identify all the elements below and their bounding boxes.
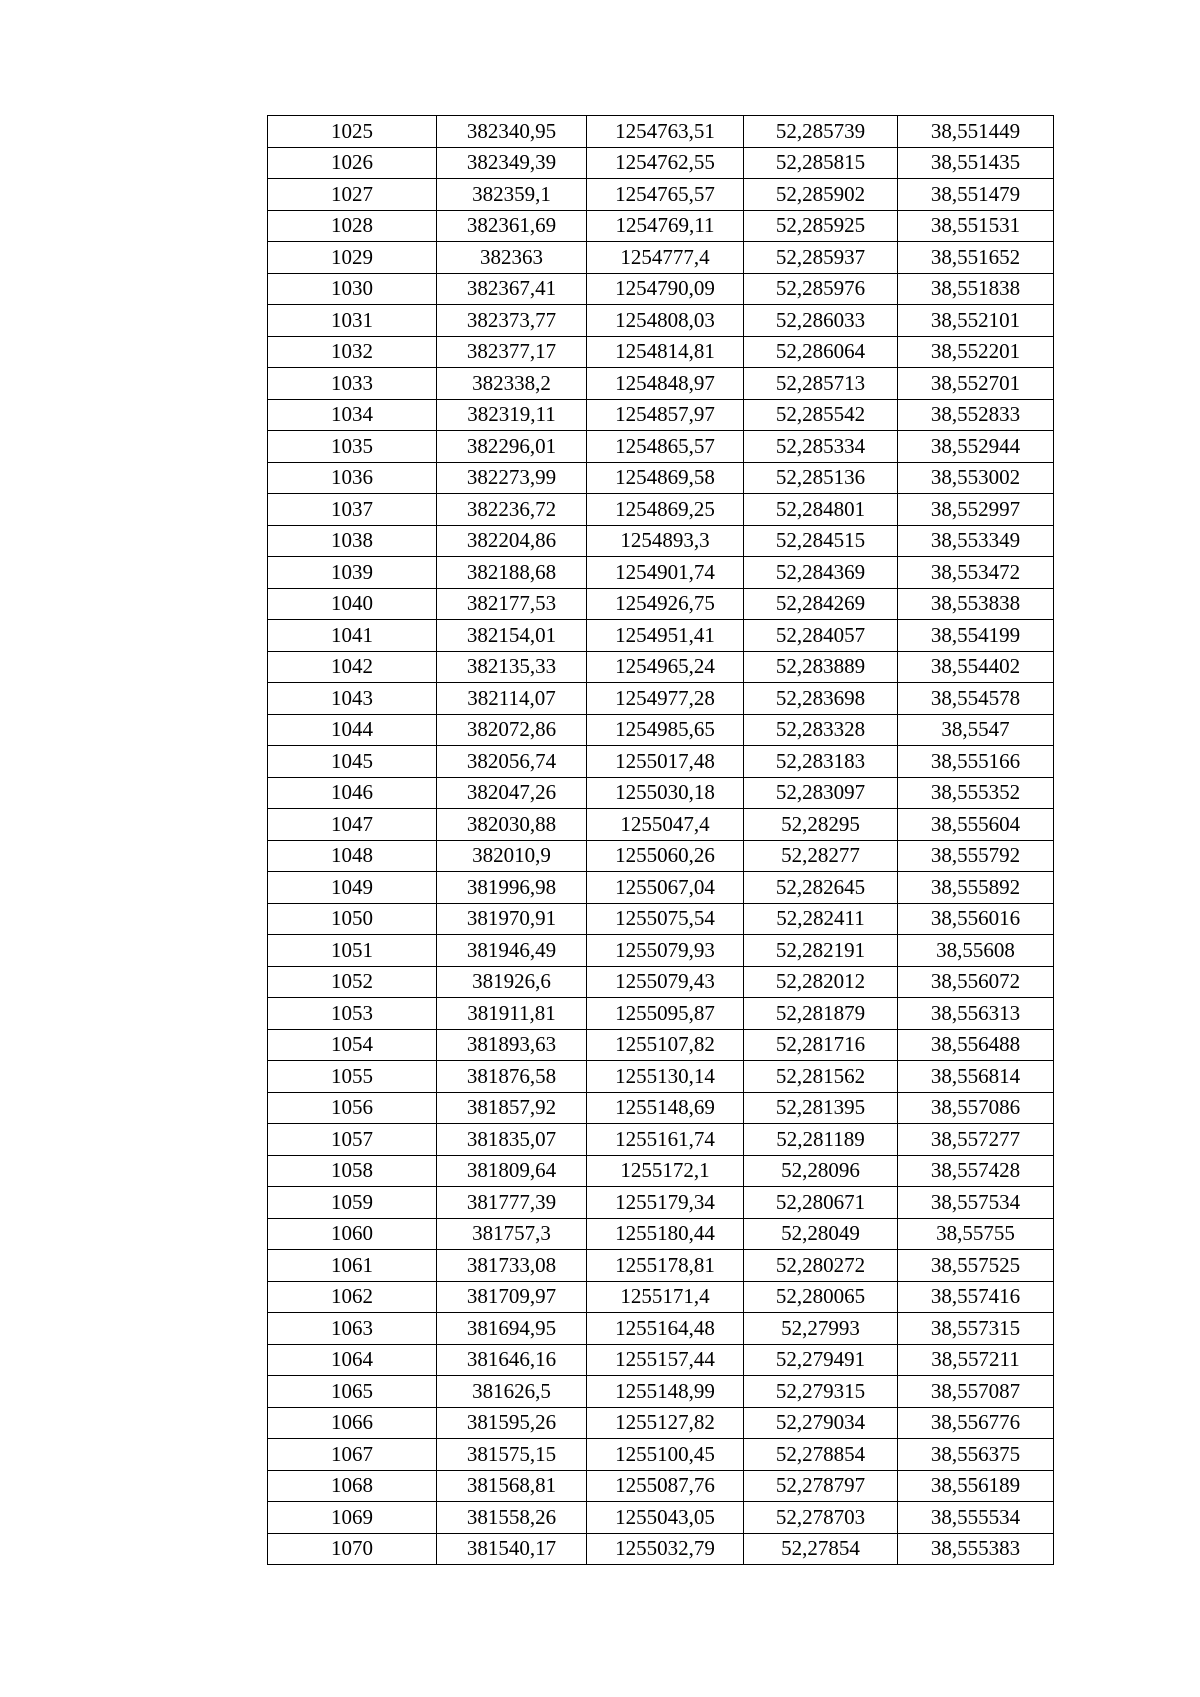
table-row [268,1281,1054,1313]
x-coordinate-cell: 382030,88 [437,809,587,841]
x-coordinate-cell: 381626,5 [437,1376,587,1408]
latitude-cell: 52,285976 [744,273,898,305]
table-row [268,903,1054,935]
x-coordinate-cell: 381835,07 [437,1124,587,1156]
y-coordinate-cell: 1255087,76 [587,1470,744,1502]
y-coordinate-cell: 1254985,65 [587,714,744,746]
longitude-cell: 38,557416 [898,1281,1054,1313]
y-coordinate-cell: 1254790,09 [587,273,744,305]
longitude-cell: 38,553838 [898,588,1054,620]
x-coordinate-cell: 382361,69 [437,210,587,242]
x-coordinate-cell: 382373,77 [437,305,587,337]
latitude-cell: 52,281189 [744,1124,898,1156]
latitude-cell: 52,284369 [744,557,898,589]
table-row [268,809,1054,841]
y-coordinate-cell: 1255067,04 [587,872,744,904]
latitude-cell: 52,285542 [744,399,898,431]
table-row [268,935,1054,967]
table-row [268,116,1054,148]
longitude-cell: 38,555534 [898,1502,1054,1534]
y-coordinate-cell: 1255171,4 [587,1281,744,1313]
point-number-cell: 1053 [268,998,437,1030]
x-coordinate-cell: 381709,97 [437,1281,587,1313]
longitude-cell: 38,557211 [898,1344,1054,1376]
table-row [268,462,1054,494]
y-coordinate-cell: 1255164,48 [587,1313,744,1345]
point-number-cell: 1025 [268,116,437,148]
longitude-cell: 38,552944 [898,431,1054,463]
latitude-cell: 52,285713 [744,368,898,400]
x-coordinate-cell: 382056,74 [437,746,587,778]
x-coordinate-cell: 382340,95 [437,116,587,148]
table-row [268,368,1054,400]
longitude-cell: 38,555892 [898,872,1054,904]
x-coordinate-cell: 381996,98 [437,872,587,904]
y-coordinate-cell: 1255047,4 [587,809,744,841]
point-number-cell: 1063 [268,1313,437,1345]
x-coordinate-cell: 382010,9 [437,840,587,872]
point-number-cell: 1054 [268,1029,437,1061]
longitude-cell: 38,552701 [898,368,1054,400]
point-number-cell: 1046 [268,777,437,809]
longitude-cell: 38,557086 [898,1092,1054,1124]
longitude-cell: 38,554578 [898,683,1054,715]
latitude-cell: 52,278797 [744,1470,898,1502]
point-number-cell: 1043 [268,683,437,715]
longitude-cell: 38,556072 [898,966,1054,998]
table-row [268,1155,1054,1187]
x-coordinate-cell: 381857,92 [437,1092,587,1124]
point-number-cell: 1029 [268,242,437,274]
point-number-cell: 1031 [268,305,437,337]
longitude-cell: 38,553472 [898,557,1054,589]
table-row [268,494,1054,526]
x-coordinate-cell: 382047,26 [437,777,587,809]
longitude-cell: 38,551531 [898,210,1054,242]
table-row [268,588,1054,620]
point-number-cell: 1038 [268,525,437,557]
longitude-cell: 38,551479 [898,179,1054,211]
table-row [268,210,1054,242]
point-number-cell: 1052 [268,966,437,998]
x-coordinate-cell: 381575,15 [437,1439,587,1471]
latitude-cell: 52,285902 [744,179,898,211]
coordinates-table [267,115,1054,1565]
point-number-cell: 1041 [268,620,437,652]
point-number-cell: 1061 [268,1250,437,1282]
y-coordinate-cell: 1254869,25 [587,494,744,526]
x-coordinate-cell: 382359,1 [437,179,587,211]
table-row [268,1407,1054,1439]
longitude-cell: 38,556375 [898,1439,1054,1471]
latitude-cell: 52,27993 [744,1313,898,1345]
point-number-cell: 1047 [268,809,437,841]
longitude-cell: 38,556016 [898,903,1054,935]
y-coordinate-cell: 1254814,81 [587,336,744,368]
point-number-cell: 1059 [268,1187,437,1219]
latitude-cell: 52,282012 [744,966,898,998]
point-number-cell: 1027 [268,179,437,211]
longitude-cell: 38,556814 [898,1061,1054,1093]
x-coordinate-cell: 382177,53 [437,588,587,620]
x-coordinate-cell: 382236,72 [437,494,587,526]
latitude-cell: 52,285815 [744,147,898,179]
latitude-cell: 52,286064 [744,336,898,368]
longitude-cell: 38,552101 [898,305,1054,337]
point-number-cell: 1050 [268,903,437,935]
x-coordinate-cell: 382204,86 [437,525,587,557]
table-row [268,840,1054,872]
latitude-cell: 52,282191 [744,935,898,967]
point-number-cell: 1058 [268,1155,437,1187]
longitude-cell: 38,554402 [898,651,1054,683]
table-row [268,1124,1054,1156]
latitude-cell: 52,286033 [744,305,898,337]
point-number-cell: 1032 [268,336,437,368]
point-number-cell: 1070 [268,1533,437,1565]
latitude-cell: 52,279034 [744,1407,898,1439]
point-number-cell: 1037 [268,494,437,526]
longitude-cell: 38,555166 [898,746,1054,778]
table-row [268,998,1054,1030]
table-row [268,557,1054,589]
table-row [268,1187,1054,1219]
y-coordinate-cell: 1254777,4 [587,242,744,274]
latitude-cell: 52,282645 [744,872,898,904]
longitude-cell: 38,555792 [898,840,1054,872]
table-row [268,431,1054,463]
table-row [268,1313,1054,1345]
longitude-cell: 38,55755 [898,1218,1054,1250]
table-row [268,147,1054,179]
x-coordinate-cell: 381777,39 [437,1187,587,1219]
y-coordinate-cell: 1255172,1 [587,1155,744,1187]
table-row [268,242,1054,274]
x-coordinate-cell: 381970,91 [437,903,587,935]
point-number-cell: 1045 [268,746,437,778]
y-coordinate-cell: 1254869,58 [587,462,744,494]
point-number-cell: 1036 [268,462,437,494]
y-coordinate-cell: 1254848,97 [587,368,744,400]
longitude-cell: 38,557534 [898,1187,1054,1219]
y-coordinate-cell: 1255161,74 [587,1124,744,1156]
point-number-cell: 1033 [268,368,437,400]
x-coordinate-cell: 381911,81 [437,998,587,1030]
latitude-cell: 52,28096 [744,1155,898,1187]
point-number-cell: 1062 [268,1281,437,1313]
x-coordinate-cell: 382135,33 [437,651,587,683]
longitude-cell: 38,5547 [898,714,1054,746]
x-coordinate-cell: 381694,95 [437,1313,587,1345]
longitude-cell: 38,553349 [898,525,1054,557]
x-coordinate-cell: 381595,26 [437,1407,587,1439]
y-coordinate-cell: 1255060,26 [587,840,744,872]
latitude-cell: 52,285925 [744,210,898,242]
y-coordinate-cell: 1255127,82 [587,1407,744,1439]
latitude-cell: 52,283183 [744,746,898,778]
table-row [268,1250,1054,1282]
y-coordinate-cell: 1254977,28 [587,683,744,715]
x-coordinate-cell: 382296,01 [437,431,587,463]
table-row [268,620,1054,652]
y-coordinate-cell: 1255075,54 [587,903,744,935]
y-coordinate-cell: 1254901,74 [587,557,744,589]
x-coordinate-cell: 381540,17 [437,1533,587,1565]
y-coordinate-cell: 1254762,55 [587,147,744,179]
y-coordinate-cell: 1254951,41 [587,620,744,652]
y-coordinate-cell: 1254769,11 [587,210,744,242]
y-coordinate-cell: 1255079,93 [587,935,744,967]
longitude-cell: 38,553002 [898,462,1054,494]
longitude-cell: 38,557277 [898,1124,1054,1156]
x-coordinate-cell: 382349,39 [437,147,587,179]
x-coordinate-cell: 382319,11 [437,399,587,431]
table-row [268,305,1054,337]
x-coordinate-cell: 382072,86 [437,714,587,746]
table-row [268,399,1054,431]
point-number-cell: 1065 [268,1376,437,1408]
coordinates-table-body [268,116,1054,1565]
longitude-cell: 38,556313 [898,998,1054,1030]
table-row [268,179,1054,211]
longitude-cell: 38,555352 [898,777,1054,809]
x-coordinate-cell: 381926,6 [437,966,587,998]
latitude-cell: 52,280272 [744,1250,898,1282]
table-row [268,651,1054,683]
y-coordinate-cell: 1254965,24 [587,651,744,683]
x-coordinate-cell: 382338,2 [437,368,587,400]
x-coordinate-cell: 381568,81 [437,1470,587,1502]
latitude-cell: 52,278854 [744,1439,898,1471]
latitude-cell: 52,282411 [744,903,898,935]
latitude-cell: 52,280671 [744,1187,898,1219]
y-coordinate-cell: 1254857,97 [587,399,744,431]
y-coordinate-cell: 1254893,3 [587,525,744,557]
longitude-cell: 38,551449 [898,116,1054,148]
point-number-cell: 1030 [268,273,437,305]
y-coordinate-cell: 1255030,18 [587,777,744,809]
latitude-cell: 52,278703 [744,1502,898,1534]
longitude-cell: 38,55608 [898,935,1054,967]
point-number-cell: 1034 [268,399,437,431]
table-row [268,1029,1054,1061]
longitude-cell: 38,551838 [898,273,1054,305]
latitude-cell: 52,284057 [744,620,898,652]
table-row [268,966,1054,998]
point-number-cell: 1040 [268,588,437,620]
point-number-cell: 1067 [268,1439,437,1471]
point-number-cell: 1042 [268,651,437,683]
table-row [268,777,1054,809]
x-coordinate-cell: 381893,63 [437,1029,587,1061]
table-row [268,872,1054,904]
y-coordinate-cell: 1255032,79 [587,1533,744,1565]
point-number-cell: 1035 [268,431,437,463]
point-number-cell: 1055 [268,1061,437,1093]
y-coordinate-cell: 1255148,99 [587,1376,744,1408]
y-coordinate-cell: 1255079,43 [587,966,744,998]
x-coordinate-cell: 381733,08 [437,1250,587,1282]
x-coordinate-cell: 381876,58 [437,1061,587,1093]
table-row [268,1092,1054,1124]
latitude-cell: 52,285136 [744,462,898,494]
y-coordinate-cell: 1254808,03 [587,305,744,337]
table-row [268,273,1054,305]
table-row [268,1218,1054,1250]
y-coordinate-cell: 1255100,45 [587,1439,744,1471]
y-coordinate-cell: 1254763,51 [587,116,744,148]
longitude-cell: 38,556189 [898,1470,1054,1502]
x-coordinate-cell: 381757,3 [437,1218,587,1250]
point-number-cell: 1048 [268,840,437,872]
latitude-cell: 52,281562 [744,1061,898,1093]
x-coordinate-cell: 382363 [437,242,587,274]
latitude-cell: 52,28049 [744,1218,898,1250]
table-row [268,714,1054,746]
point-number-cell: 1026 [268,147,437,179]
table-row [268,683,1054,715]
latitude-cell: 52,27854 [744,1533,898,1565]
y-coordinate-cell: 1255179,34 [587,1187,744,1219]
y-coordinate-cell: 1255180,44 [587,1218,744,1250]
longitude-cell: 38,551652 [898,242,1054,274]
latitude-cell: 52,284801 [744,494,898,526]
x-coordinate-cell: 381646,16 [437,1344,587,1376]
latitude-cell: 52,28295 [744,809,898,841]
longitude-cell: 38,557315 [898,1313,1054,1345]
point-number-cell: 1068 [268,1470,437,1502]
x-coordinate-cell: 382377,17 [437,336,587,368]
table-row [268,1502,1054,1534]
table-row [268,1376,1054,1408]
latitude-cell: 52,284269 [744,588,898,620]
latitude-cell: 52,281879 [744,998,898,1030]
latitude-cell: 52,281716 [744,1029,898,1061]
latitude-cell: 52,28277 [744,840,898,872]
point-number-cell: 1028 [268,210,437,242]
y-coordinate-cell: 1254765,57 [587,179,744,211]
longitude-cell: 38,552833 [898,399,1054,431]
point-number-cell: 1057 [268,1124,437,1156]
longitude-cell: 38,555604 [898,809,1054,841]
latitude-cell: 52,279315 [744,1376,898,1408]
table-row [268,1533,1054,1565]
longitude-cell: 38,556776 [898,1407,1054,1439]
latitude-cell: 52,284515 [744,525,898,557]
longitude-cell: 38,554199 [898,620,1054,652]
point-number-cell: 1060 [268,1218,437,1250]
latitude-cell: 52,285937 [744,242,898,274]
table-row [268,746,1054,778]
table-row [268,1470,1054,1502]
y-coordinate-cell: 1255095,87 [587,998,744,1030]
table-row [268,1439,1054,1471]
x-coordinate-cell: 382188,68 [437,557,587,589]
latitude-cell: 52,283889 [744,651,898,683]
y-coordinate-cell: 1254865,57 [587,431,744,463]
latitude-cell: 52,283097 [744,777,898,809]
x-coordinate-cell: 381946,49 [437,935,587,967]
table-row [268,1061,1054,1093]
point-number-cell: 1039 [268,557,437,589]
y-coordinate-cell: 1255107,82 [587,1029,744,1061]
longitude-cell: 38,557428 [898,1155,1054,1187]
latitude-cell: 52,280065 [744,1281,898,1313]
point-number-cell: 1069 [268,1502,437,1534]
latitude-cell: 52,285334 [744,431,898,463]
table-row [268,1344,1054,1376]
longitude-cell: 38,555383 [898,1533,1054,1565]
longitude-cell: 38,556488 [898,1029,1054,1061]
y-coordinate-cell: 1255043,05 [587,1502,744,1534]
x-coordinate-cell: 381809,64 [437,1155,587,1187]
table-row [268,525,1054,557]
latitude-cell: 52,281395 [744,1092,898,1124]
longitude-cell: 38,551435 [898,147,1054,179]
y-coordinate-cell: 1255130,14 [587,1061,744,1093]
longitude-cell: 38,557087 [898,1376,1054,1408]
y-coordinate-cell: 1254926,75 [587,588,744,620]
point-number-cell: 1056 [268,1092,437,1124]
table-row [268,336,1054,368]
longitude-cell: 38,552201 [898,336,1054,368]
latitude-cell: 52,279491 [744,1344,898,1376]
y-coordinate-cell: 1255148,69 [587,1092,744,1124]
latitude-cell: 52,285739 [744,116,898,148]
x-coordinate-cell: 382367,41 [437,273,587,305]
x-coordinate-cell: 382154,01 [437,620,587,652]
x-coordinate-cell: 382114,07 [437,683,587,715]
y-coordinate-cell: 1255178,81 [587,1250,744,1282]
x-coordinate-cell: 382273,99 [437,462,587,494]
longitude-cell: 38,552997 [898,494,1054,526]
x-coordinate-cell: 381558,26 [437,1502,587,1534]
point-number-cell: 1049 [268,872,437,904]
point-number-cell: 1064 [268,1344,437,1376]
latitude-cell: 52,283698 [744,683,898,715]
latitude-cell: 52,283328 [744,714,898,746]
point-number-cell: 1051 [268,935,437,967]
y-coordinate-cell: 1255157,44 [587,1344,744,1376]
point-number-cell: 1066 [268,1407,437,1439]
y-coordinate-cell: 1255017,48 [587,746,744,778]
point-number-cell: 1044 [268,714,437,746]
longitude-cell: 38,557525 [898,1250,1054,1282]
